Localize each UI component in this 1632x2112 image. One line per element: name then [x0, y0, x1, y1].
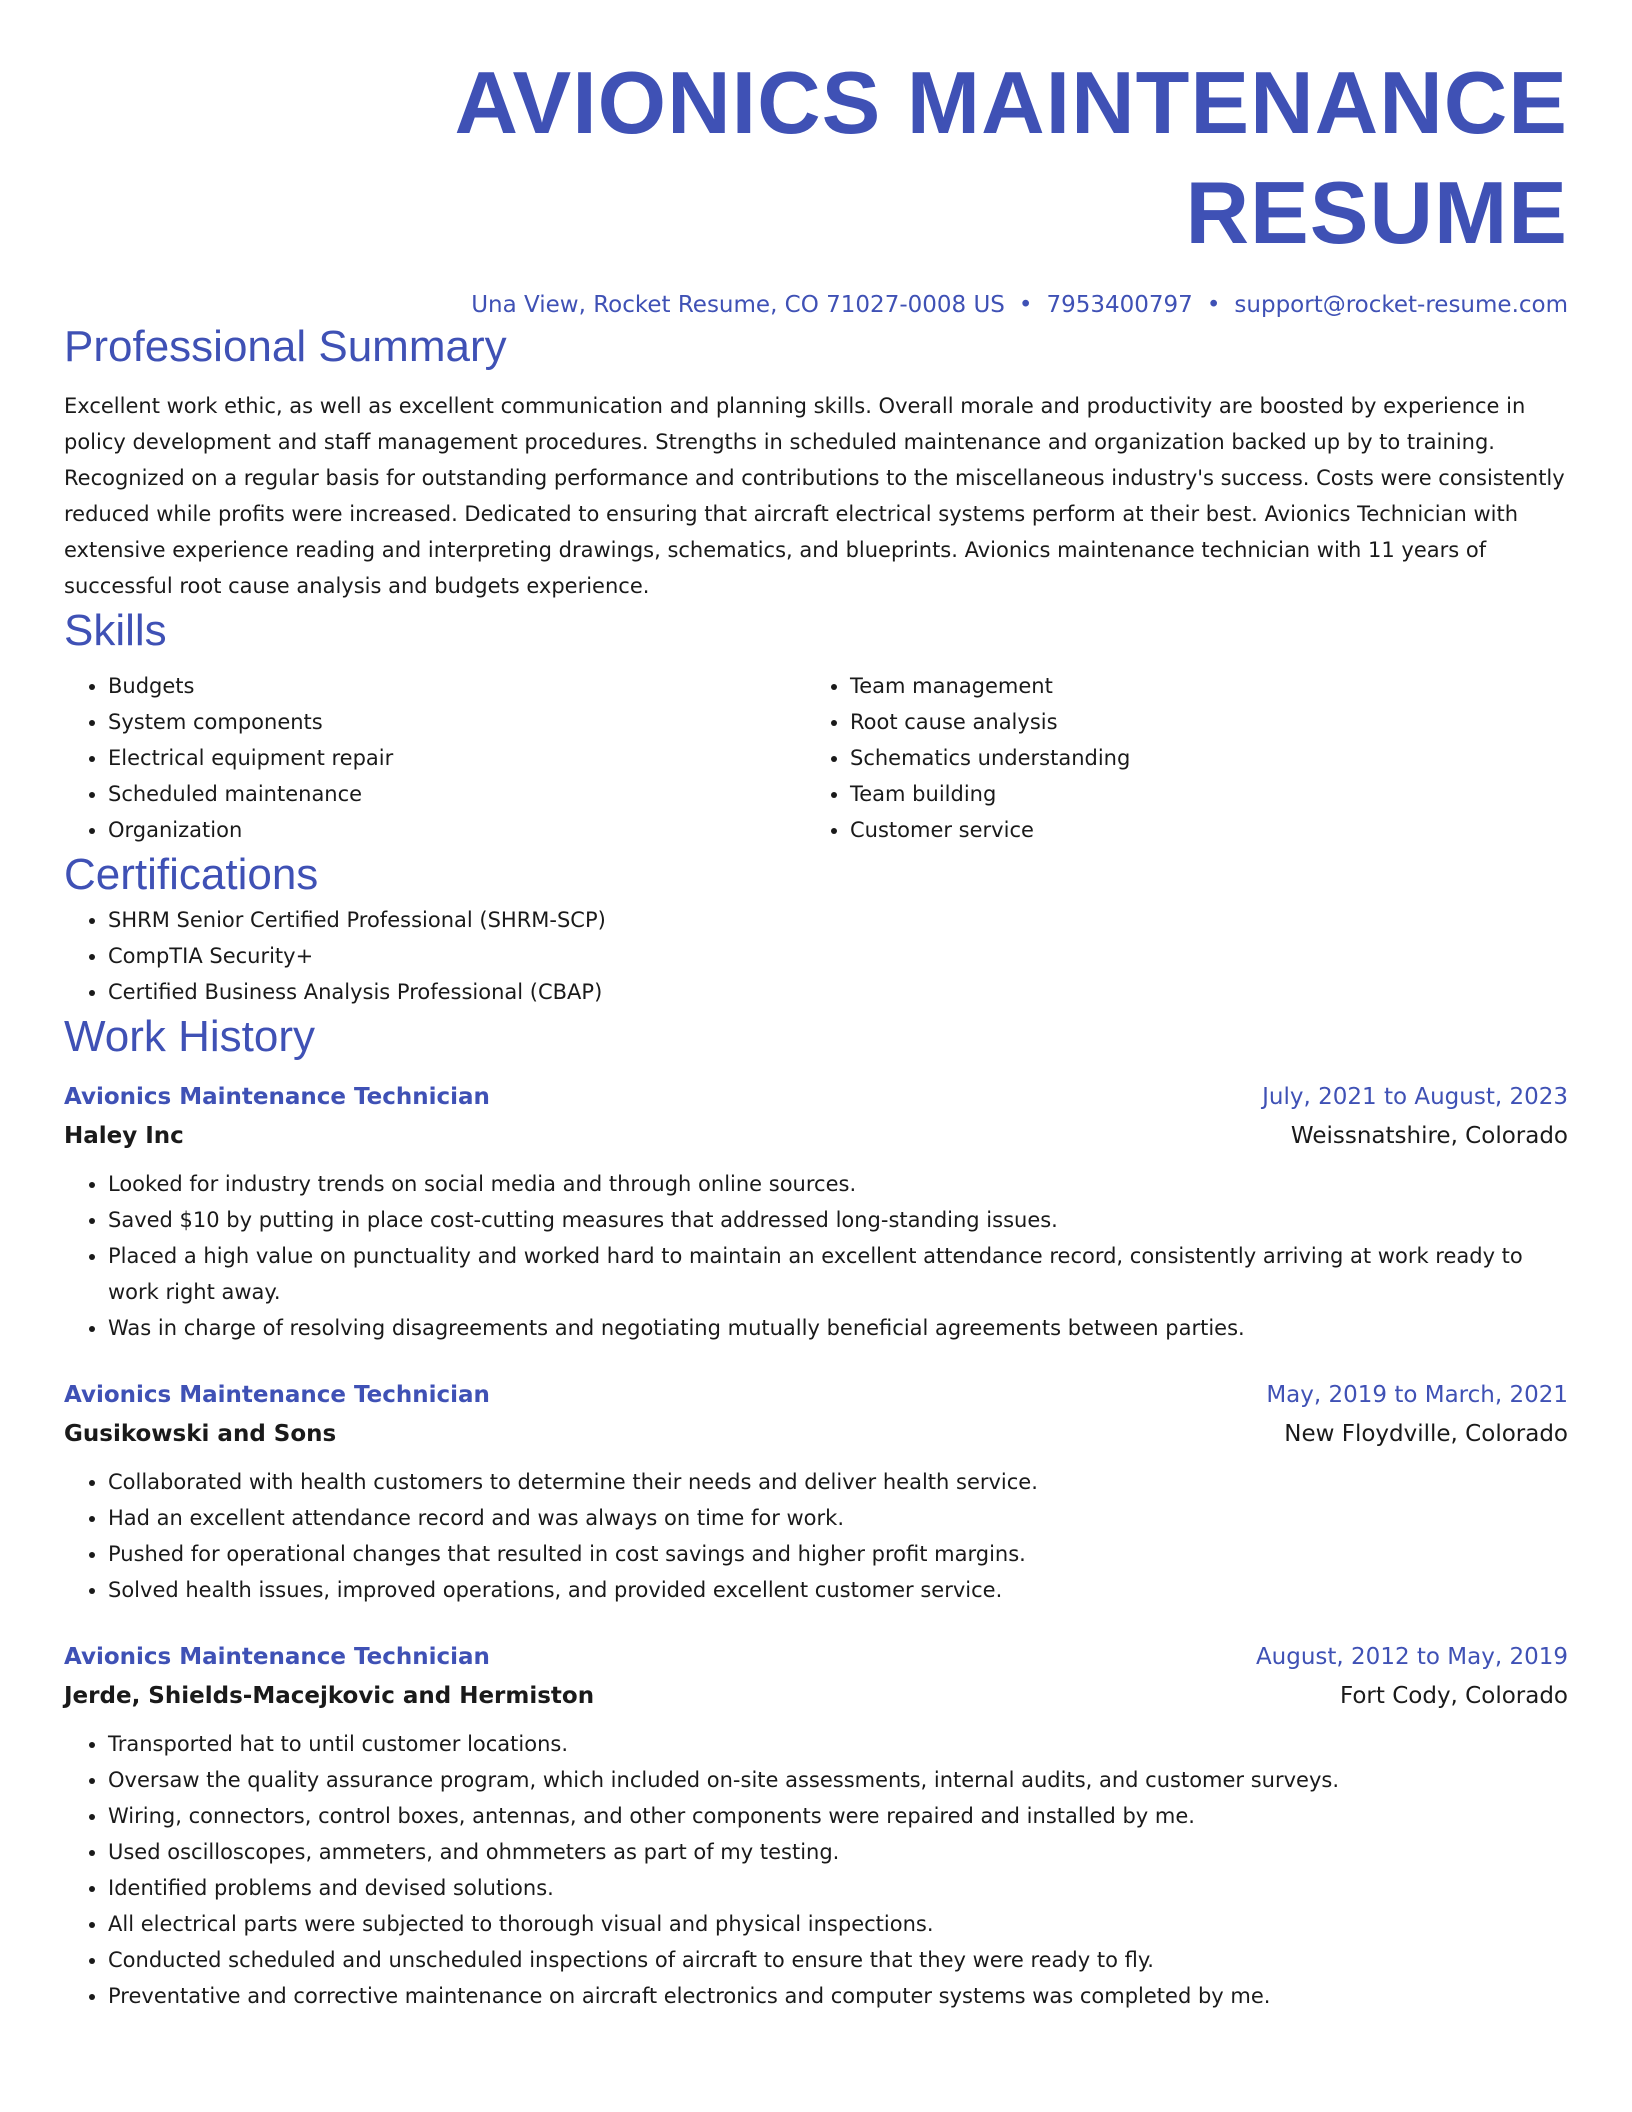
certification-item: • SHRM Senior Certified Professional (SHRM-SCP)	[108, 902, 1568, 938]
contact-separator: •	[1018, 292, 1033, 318]
job-bullet: • Conducted scheduled and unscheduled inspections of aircraft to ensure that they were ready to fly.	[108, 1942, 1568, 1978]
skill-item: • Electrical equipment repair	[108, 740, 806, 776]
skill-item: • Customer service	[850, 812, 1548, 848]
skill-item: • Root cause analysis	[850, 704, 1548, 740]
skill-item: • System components	[108, 704, 806, 740]
skills-heading: Skills	[64, 606, 167, 655]
job-bullet: • Was in charge of resolving disagreements and negotiating mutually beneficial agreements between parties.	[108, 1310, 1568, 1346]
job-location: Weissnatshire, Colorado	[1290, 1123, 1568, 1149]
job-entry	[64, 1638, 1568, 2014]
skills-grid	[64, 668, 1568, 848]
job-bullet: • Wiring, connectors, control boxes, antennas, and other components were repaired and installed by me.	[108, 1798, 1568, 1834]
resume-title: AVIONICS MAINTENANCE RESUME	[454, 53, 1568, 262]
skills-column-left	[64, 668, 806, 848]
job-bullet: • Oversaw the quality assurance program, which included on-site assessments, internal audits, and customer surveys.	[108, 1762, 1568, 1798]
contact-email[interactable]: support@rocket-resume.com	[1234, 292, 1568, 318]
job-bullet: • All electrical parts were subjected to thorough visual and physical inspections.	[108, 1906, 1568, 1942]
work-history-heading: Work History	[64, 1012, 315, 1061]
job-bullets	[64, 1464, 1568, 1608]
skill-item: • Schematics understanding	[850, 740, 1548, 776]
skill-item: • Team building	[850, 776, 1548, 812]
job-bullet: • Identified problems and devised solutions.	[108, 1870, 1568, 1906]
contact-separator: •	[1206, 292, 1221, 318]
certification-item: • CompTIA Security+	[108, 938, 1568, 974]
contact-phone: 7953400797	[1046, 292, 1193, 318]
job-company-row	[64, 1414, 1568, 1454]
job-dates: July, 2021 to August, 2023	[1262, 1084, 1568, 1110]
job-company-row	[64, 1676, 1568, 1716]
skill-item: • Organization	[108, 812, 806, 848]
job-company: Gusikowski and Sons	[64, 1421, 337, 1447]
job-bullet: • Saved $10 by putting in place cost-cutting measures that addressed long-standing issues.	[108, 1202, 1568, 1238]
job-bullet: • Solved health issues, improved operations, and provided excellent customer service.	[108, 1572, 1568, 1608]
job-dates: May, 2019 to March, 2021	[1266, 1382, 1568, 1408]
skill-item: • Scheduled maintenance	[108, 776, 806, 812]
certifications-heading: Certifications	[64, 850, 319, 899]
job-company: Haley Inc	[64, 1123, 184, 1149]
job-bullet: • Collaborated with health customers to determine their needs and deliver health service.	[108, 1464, 1568, 1500]
job-title: Avionics Maintenance Technician	[64, 1382, 490, 1408]
job-dates: August, 2012 to May, 2019	[1255, 1644, 1568, 1670]
job-header-row	[64, 1078, 1568, 1116]
job-bullet: • Pushed for operational changes that resulted in cost savings and higher profit margins.	[108, 1536, 1568, 1572]
job-entry	[64, 1078, 1568, 1346]
job-bullets	[64, 1726, 1568, 2014]
job-company: Jerde, Shields-Macejkovic and Hermiston	[64, 1683, 595, 1709]
job-header-row	[64, 1376, 1568, 1414]
job-bullet: • Transported hat to until customer locations.	[108, 1726, 1568, 1762]
skill-item: • Team management	[850, 668, 1548, 704]
job-title: Avionics Maintenance Technician	[64, 1084, 490, 1110]
summary-heading: Professional Summary	[64, 322, 507, 371]
job-company-row	[64, 1116, 1568, 1156]
contact-line	[64, 290, 1568, 320]
job-entry	[64, 1376, 1568, 1608]
job-bullet: • Placed a high value on punctuality and worked hard to maintain an excellent attendance record, consistently arriving at work ready to work right away.	[108, 1238, 1568, 1310]
job-header-row	[64, 1638, 1568, 1676]
job-title: Avionics Maintenance Technician	[64, 1644, 490, 1670]
job-bullet: • Had an excellent attendance record and was always on time for work.	[108, 1500, 1568, 1536]
job-bullet: • Looked for industry trends on social media and through online sources.	[108, 1166, 1568, 1202]
contact-address: Una View, Rocket Resume, CO 71027-0008 US	[471, 292, 1005, 318]
job-bullet: • Used oscilloscopes, ammeters, and ohmmeters as part of my testing.	[108, 1834, 1568, 1870]
job-bullet: • Preventative and corrective maintenance on aircraft electronics and computer systems was completed by me.	[108, 1978, 1568, 2014]
job-location: Fort Cody, Colorado	[1339, 1683, 1568, 1709]
summary-text: Excellent work ethic, as well as excellent communication and planning skills. Overall morale and productivity are boosted by experience in policy development and staff management procedures. Strengths in scheduled maintenance and organization backed up by to training. Recognized on a regular basis for outstanding performance and contributions to the miscellaneous industry's success. Costs were consistently reduced while profits were increased. Dedicated to ensuring that aircraft electrical systems perform at their best. Avionics Technician with extensive experience reading and interpreting drawings, schematics, and blueprints. Avionics maintenance technician with 11 years of successful root cause analysis and budgets experience.	[64, 394, 1565, 598]
certifications-list	[64, 902, 1568, 1010]
job-location: New Floydville, Colorado	[1284, 1421, 1568, 1447]
skill-item: • Budgets	[108, 668, 806, 704]
skills-column-right	[806, 668, 1548, 848]
certification-item: • Certified Business Analysis Professional (CBAP)	[108, 974, 1568, 1010]
job-bullets	[64, 1166, 1568, 1346]
